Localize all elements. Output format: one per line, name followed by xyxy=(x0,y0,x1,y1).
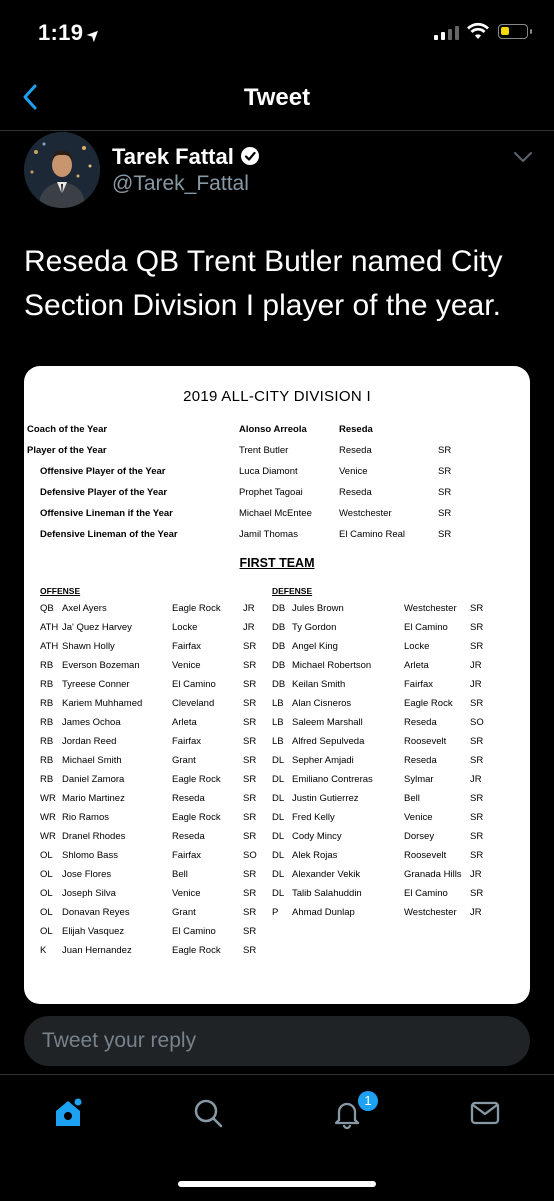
table-row xyxy=(272,717,522,731)
wifi-icon xyxy=(466,22,490,40)
player-year: SR xyxy=(243,736,257,747)
award-recipient: Alonso Arreola xyxy=(239,424,307,435)
messages-icon[interactable] xyxy=(469,1097,501,1129)
player-school: Grant xyxy=(172,907,196,918)
award-title: Defensive Lineman of the Year xyxy=(40,529,178,540)
table-row xyxy=(40,945,290,959)
player-pos: OL xyxy=(40,926,53,937)
award-school: Reseda xyxy=(339,445,372,456)
table-row xyxy=(40,679,290,693)
player-year: SR xyxy=(470,831,484,842)
player-year: SR xyxy=(243,660,257,671)
home-indicator xyxy=(178,1181,376,1187)
table-row xyxy=(272,679,522,693)
player-name: Kariem Muhhamed xyxy=(62,698,143,709)
player-school: Eagle Rock xyxy=(404,698,453,709)
player-pos: DL xyxy=(272,831,285,842)
award-recipient: Jamil Thomas xyxy=(239,529,298,540)
award-recipient: Prophet Tagoai xyxy=(239,487,303,498)
player-pos: P xyxy=(272,907,279,918)
player-school: Granada Hills xyxy=(404,869,462,880)
player-name: Alan Cisneros xyxy=(292,698,352,709)
table-row xyxy=(272,660,522,674)
status-time-text: 1:19 xyxy=(38,20,84,45)
award-title: Defensive Player of the Year xyxy=(40,487,168,498)
table-row xyxy=(272,869,522,883)
player-pos: OL xyxy=(40,850,53,861)
player-name: Juan Hernandez xyxy=(62,945,132,956)
player-pos: DB xyxy=(272,679,286,690)
player-year: JR xyxy=(470,907,482,918)
player-pos: K xyxy=(40,945,47,956)
table-row xyxy=(40,641,290,655)
player-school: Venice xyxy=(404,812,433,823)
player-name: Ahmad Dunlap xyxy=(292,907,355,918)
table-row xyxy=(272,622,522,636)
player-pos: DL xyxy=(272,755,285,766)
player-school: Locke xyxy=(172,622,198,633)
player-year: SR xyxy=(243,907,257,918)
player-school: Westchester xyxy=(404,603,457,614)
player-name: Emiliano Contreras xyxy=(292,774,373,785)
player-year: SR xyxy=(243,679,257,690)
player-pos: DB xyxy=(272,622,286,633)
player-year: JR xyxy=(243,622,255,633)
player-year: SR xyxy=(470,736,484,747)
player-year: JR xyxy=(470,679,482,690)
player-year: JR xyxy=(470,774,482,785)
table-row xyxy=(272,850,522,864)
award-year: SR xyxy=(438,508,452,519)
player-name: James Ochoa xyxy=(62,717,121,728)
player-name: Elijah Vasquez xyxy=(62,926,125,937)
player-school: Reseda xyxy=(172,831,205,842)
offense-heading: OFFENSE xyxy=(40,586,81,596)
player-name: Jordan Reed xyxy=(62,736,117,747)
player-school: Arleta xyxy=(172,717,197,728)
home-icon[interactable] xyxy=(52,1097,84,1129)
player-name: Tyreese Conner xyxy=(62,679,130,690)
player-pos: RB xyxy=(40,679,54,690)
author-name-text: Tarek Fattal xyxy=(112,144,234,169)
player-year: SR xyxy=(470,641,484,652)
table-row xyxy=(40,812,290,826)
player-year: SR xyxy=(243,755,257,766)
award-school: Reseda xyxy=(339,424,373,435)
player-school: Locke xyxy=(404,641,430,652)
player-name: Fred Kelly xyxy=(292,812,335,823)
player-year: SR xyxy=(243,793,257,804)
table-row xyxy=(272,698,522,712)
player-year: SR xyxy=(470,850,484,861)
table-row xyxy=(272,603,522,617)
player-year: SR xyxy=(470,622,484,633)
player-name: Talib Salahuddin xyxy=(292,888,362,899)
player-name: Angel King xyxy=(292,641,338,652)
player-name: Rio Ramos xyxy=(62,812,109,823)
player-pos: OL xyxy=(40,907,53,918)
award-title: Coach of the Year xyxy=(27,424,108,435)
player-pos: OL xyxy=(40,869,53,880)
tweet-text: Reseda QB Trent Butler named City Section Division I player of the year. xyxy=(24,245,503,322)
table-row xyxy=(40,831,290,845)
player-year: SR xyxy=(470,793,484,804)
player-pos: RB xyxy=(40,755,54,766)
player-pos: DL xyxy=(272,869,285,880)
player-pos: DL xyxy=(272,850,285,861)
award-title: Player of the Year xyxy=(27,445,107,456)
player-name: Sepher Amjadi xyxy=(292,755,354,766)
tweet-image-card[interactable] xyxy=(24,366,530,1004)
table-row xyxy=(272,907,522,921)
player-name: Jules Brown xyxy=(292,603,344,614)
table-row xyxy=(40,907,290,921)
player-name: Saleem Marshall xyxy=(292,717,363,728)
card-title: 2019 ALL-CITY DIVISION I xyxy=(183,388,371,405)
player-pos: DL xyxy=(272,774,285,785)
player-name: Keilan Smith xyxy=(292,679,346,690)
player-school: El Camino xyxy=(172,926,216,937)
player-pos: LB xyxy=(272,698,284,709)
player-name: Alfred Sepulveda xyxy=(292,736,365,747)
player-pos: QB xyxy=(40,603,54,614)
table-row xyxy=(40,869,290,883)
award-year: SR xyxy=(438,466,452,477)
player-name: Ja' Quez Harvey xyxy=(62,622,132,633)
player-pos: ATH xyxy=(40,622,59,633)
player-pos: LB xyxy=(272,736,284,747)
player-year: SR xyxy=(243,945,257,956)
player-school: El Camino xyxy=(404,622,448,633)
author-handle[interactable]: @Tarek_Fattal xyxy=(112,172,249,195)
verified-icon xyxy=(240,146,260,166)
table-row xyxy=(272,774,522,788)
player-name: Justin Gutierrez xyxy=(292,793,359,804)
player-pos: RB xyxy=(40,736,54,747)
player-school: Venice xyxy=(172,888,201,899)
player-school: Bell xyxy=(404,793,420,804)
player-school: Westchester xyxy=(404,907,457,918)
player-pos: WR xyxy=(40,793,56,804)
player-pos: DB xyxy=(272,603,286,614)
player-school: Fairfax xyxy=(404,679,434,690)
award-school: Reseda xyxy=(339,487,372,498)
player-name: Daniel Zamora xyxy=(62,774,125,785)
page-title: Tweet xyxy=(243,84,311,111)
player-pos: DL xyxy=(272,888,285,899)
player-school: Arleta xyxy=(404,660,429,671)
location-arrow-icon: ➤ xyxy=(83,24,106,47)
player-year: JR xyxy=(243,603,255,614)
player-school: Fairfax xyxy=(172,850,202,861)
player-year: SR xyxy=(470,755,484,766)
author-name[interactable] xyxy=(112,144,260,170)
player-year: SR xyxy=(470,698,484,709)
player-name: Everson Bozeman xyxy=(62,660,140,671)
table-row xyxy=(272,831,522,845)
table-row xyxy=(40,850,290,864)
tweet-header xyxy=(0,132,554,212)
award-recipient: Michael McEntee xyxy=(239,508,312,519)
chevron-down-icon[interactable] xyxy=(512,150,534,164)
signal-icon xyxy=(434,26,459,40)
player-year: SR xyxy=(470,603,484,614)
table-row xyxy=(272,888,522,902)
player-pos: ATH xyxy=(40,641,59,652)
player-year: SR xyxy=(243,717,257,728)
player-school: Cleveland xyxy=(172,698,215,709)
table-row xyxy=(40,755,290,769)
player-school: El Camino xyxy=(404,888,448,899)
player-pos: DL xyxy=(272,793,285,804)
award-school: El Camino Real xyxy=(339,529,405,540)
player-name: Ty Gordon xyxy=(292,622,337,633)
player-school: El Camino xyxy=(172,679,216,690)
player-pos: RB xyxy=(40,774,54,785)
table-row xyxy=(40,888,290,902)
avatar[interactable] xyxy=(24,132,100,208)
player-name: Alek Rojas xyxy=(292,850,338,861)
table-row xyxy=(272,755,522,769)
player-school: Eagle Rock xyxy=(172,603,221,614)
player-name: Michael Smith xyxy=(62,755,122,766)
player-year: SR xyxy=(243,774,257,785)
defense-heading: DEFENSE xyxy=(272,586,313,596)
player-year: SR xyxy=(243,831,257,842)
player-year: SR xyxy=(243,812,257,823)
table-row xyxy=(40,660,290,674)
player-pos: WR xyxy=(40,812,56,823)
player-school: Venice xyxy=(172,660,201,671)
award-year: SR xyxy=(438,487,452,498)
table-row xyxy=(40,793,290,807)
award-recipient: Trent Butler xyxy=(239,445,289,456)
player-pos: OL xyxy=(40,888,53,899)
player-year: JR xyxy=(470,660,482,671)
award-school: Venice xyxy=(339,466,368,477)
player-name: Jose Flores xyxy=(62,869,112,880)
player-school: Eagle Rock xyxy=(172,812,221,823)
player-year: SR xyxy=(243,926,257,937)
player-year: SR xyxy=(243,869,257,880)
player-year: SR xyxy=(243,641,257,652)
search-icon[interactable] xyxy=(192,1097,224,1129)
player-school: Eagle Rock xyxy=(172,945,221,956)
player-name: Michael Robertson xyxy=(292,660,372,671)
player-name: Cody Mincy xyxy=(292,831,342,842)
player-pos: DB xyxy=(272,641,286,652)
reply-placeholder: Tweet your reply xyxy=(42,1029,197,1052)
status-bar xyxy=(0,0,554,68)
player-year: SR xyxy=(470,888,484,899)
player-pos: LB xyxy=(272,717,284,728)
table-row xyxy=(272,812,522,826)
table-row xyxy=(40,926,290,940)
player-school: Bell xyxy=(172,869,188,880)
player-pos: RB xyxy=(40,698,54,709)
award-title: Offensive Lineman if the Year xyxy=(40,508,173,519)
player-pos: WR xyxy=(40,831,56,842)
table-row xyxy=(272,641,522,655)
table-row xyxy=(40,698,290,712)
reply-input[interactable] xyxy=(24,1016,530,1066)
player-pos: RB xyxy=(40,660,54,671)
player-year: SR xyxy=(470,812,484,823)
player-name: Axel Ayers xyxy=(62,603,107,614)
player-pos: RB xyxy=(40,717,54,728)
award-year: SR xyxy=(438,445,452,456)
player-year: SR xyxy=(243,698,257,709)
player-school: Roosevelt xyxy=(404,850,447,861)
player-year: JR xyxy=(470,869,482,880)
player-school: Reseda xyxy=(404,755,437,766)
award-recipient: Luca Diamont xyxy=(239,466,298,477)
player-year: SO xyxy=(243,850,257,861)
player-name: Shawn Holly xyxy=(62,641,115,652)
player-school: Fairfax xyxy=(172,641,202,652)
table-row xyxy=(40,774,290,788)
player-school: Grant xyxy=(172,755,196,766)
award-year: SR xyxy=(438,529,452,540)
player-name: Mario Martinez xyxy=(62,793,125,804)
player-pos: DB xyxy=(272,660,286,671)
player-name: Alexander Vekik xyxy=(292,869,361,880)
notifications-badge: 1 xyxy=(358,1091,378,1111)
table-row xyxy=(40,717,290,731)
table-row xyxy=(40,622,290,636)
player-pos: DL xyxy=(272,812,285,823)
player-name: Joseph Silva xyxy=(62,888,116,899)
table-row xyxy=(272,793,522,807)
player-year: SO xyxy=(470,717,484,728)
player-name: Donavan Reyes xyxy=(62,907,130,918)
player-name: Shlomo Bass xyxy=(62,850,118,861)
player-school: Reseda xyxy=(172,793,205,804)
player-school: Roosevelt xyxy=(404,736,447,747)
table-row xyxy=(40,736,290,750)
battery-icon xyxy=(498,24,528,39)
player-school: Reseda xyxy=(404,717,437,728)
table-row xyxy=(40,603,290,617)
nav-bar xyxy=(0,70,554,131)
award-title: Offensive Player of the Year xyxy=(40,466,166,477)
player-school: Sylmar xyxy=(404,774,434,785)
player-year: SR xyxy=(243,888,257,899)
award-school: Westchester xyxy=(339,508,392,519)
status-time xyxy=(38,20,106,47)
player-school: Eagle Rock xyxy=(172,774,221,785)
table-row xyxy=(272,736,522,750)
player-name: Dranel Rhodes xyxy=(62,831,126,842)
first-team-heading: FIRST TEAM xyxy=(239,556,315,570)
player-school: Dorsey xyxy=(404,831,435,842)
player-school: Fairfax xyxy=(172,736,202,747)
